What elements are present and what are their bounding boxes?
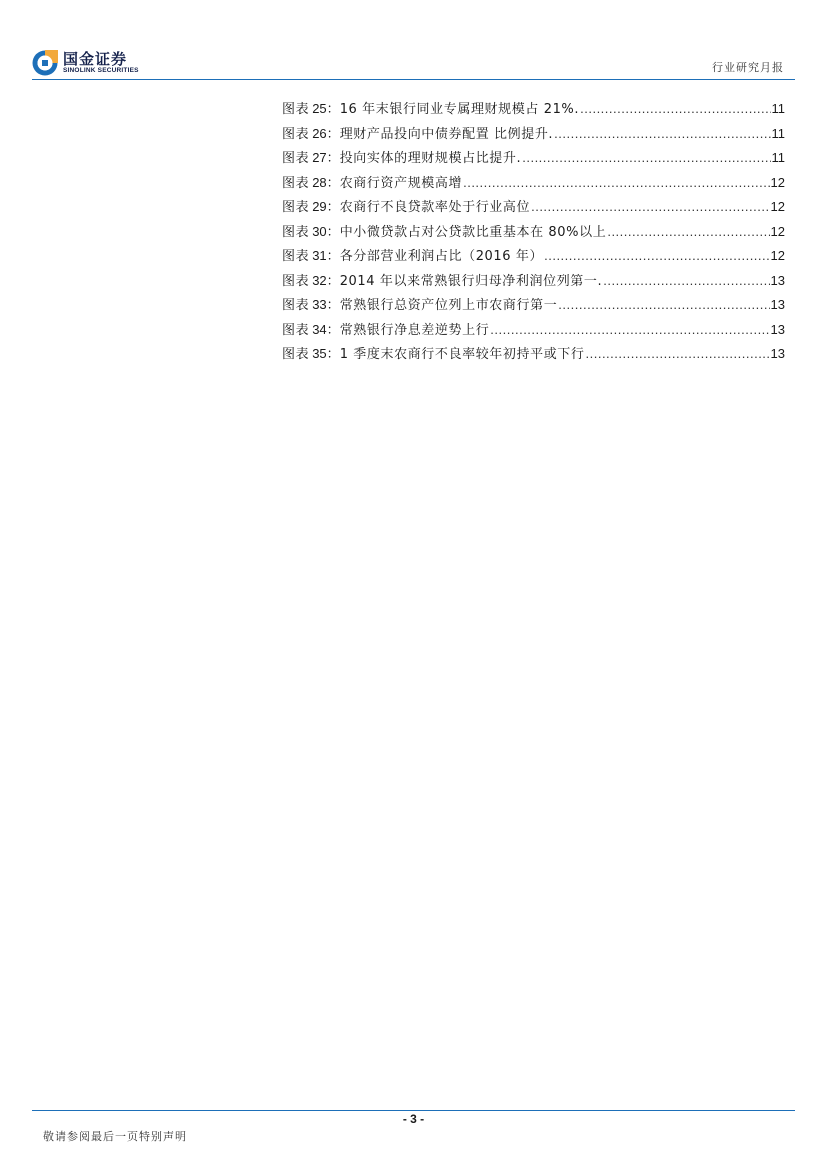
toc-entry-label xyxy=(282,100,579,118)
toc-entry[interactable] xyxy=(282,247,785,272)
toc-entry-prefix: 图表 xyxy=(282,102,310,117)
toc-entry-title: 农商行资产规模高增 xyxy=(339,175,463,191)
toc-entry-separator: ： xyxy=(326,200,340,215)
toc-entry[interactable] xyxy=(282,345,785,370)
toc-entry-number: 35 xyxy=(312,346,327,361)
toc-entry-prefix: 图表 xyxy=(282,322,310,338)
toc-dot-leader xyxy=(603,272,769,289)
logo-chinese-name: 国金证券 xyxy=(63,50,128,68)
toc-dot-leader xyxy=(531,198,769,215)
toc-page-number: 11 xyxy=(771,125,785,141)
toc-entry-separator: ： xyxy=(326,273,340,289)
toc-entry-prefix: 图表 xyxy=(282,126,310,142)
page-number: - 3 - xyxy=(402,1112,425,1126)
toc-entry-label xyxy=(282,174,462,192)
toc-entry-title: 农商行不良贷款率处于行业高位 xyxy=(339,200,531,215)
toc-page-number: 12 xyxy=(770,223,785,239)
toc-dot-leader xyxy=(544,247,769,264)
toc-entry[interactable] xyxy=(282,296,785,321)
toc-entry-label xyxy=(282,223,606,241)
toc-entry-number: 34 xyxy=(312,321,327,337)
toc-entry-separator: ： xyxy=(326,249,340,264)
toc-entry-number: 30 xyxy=(312,223,327,239)
toc-entry-title: 常熟银行总资产位列上市农商行第一 xyxy=(339,298,558,313)
toc-page-number: 12 xyxy=(770,199,785,214)
toc-page-number: 13 xyxy=(770,272,785,288)
logo-wordmark xyxy=(63,51,139,75)
toc-entry-prefix: 图表 xyxy=(282,273,310,289)
toc-dot-leader xyxy=(490,321,769,338)
toc-entry-separator: ： xyxy=(326,322,340,338)
toc-entry-label xyxy=(282,247,543,265)
toc-entry-prefix: 图表 xyxy=(282,175,310,191)
toc-entry[interactable] xyxy=(282,149,785,174)
toc-entry-separator: ： xyxy=(326,224,340,240)
company-logo xyxy=(32,47,139,79)
toc-entry-prefix: 图表 xyxy=(282,151,310,166)
toc-entry-prefix: 图表 xyxy=(282,200,310,215)
toc-entry-number: 27 xyxy=(312,150,327,165)
toc-page-number: 13 xyxy=(770,297,785,312)
toc-entry-separator: ： xyxy=(326,126,340,142)
toc-entry[interactable] xyxy=(282,100,785,125)
toc-entry-prefix: 图表 xyxy=(282,298,310,313)
report-type-label: 行业研究月报 xyxy=(712,61,784,74)
toc-dot-leader xyxy=(580,100,770,117)
toc-entry-number: 26 xyxy=(312,125,327,141)
toc-entry-label xyxy=(282,321,489,339)
toc-entry-title: 2014 年以来常熟银行归母净利润位列第一. xyxy=(339,273,603,289)
toc-entry-label xyxy=(282,149,521,167)
toc-entry-number: 33 xyxy=(312,297,327,312)
toc-entry[interactable] xyxy=(282,125,785,150)
toc-entry-separator: ： xyxy=(326,298,340,313)
toc-dot-leader xyxy=(522,149,770,166)
toc-entry-title: 投向实体的理财规模占比提升. xyxy=(339,151,522,166)
toc-entry-title: 中小微贷款占对公贷款比重基本在 80%以上 xyxy=(339,224,607,240)
toc-page-number: 11 xyxy=(771,150,785,165)
toc-dot-leader xyxy=(558,296,769,313)
toc-entry-title: 常熟银行净息差逆势上行 xyxy=(339,322,490,338)
toc-entry[interactable] xyxy=(282,223,785,248)
toc-entry-number: 31 xyxy=(312,248,327,263)
toc-page-number: 13 xyxy=(770,346,785,361)
toc-entry[interactable] xyxy=(282,321,785,346)
toc-entry[interactable] xyxy=(282,174,785,199)
toc-entry-number: 32 xyxy=(312,272,327,288)
toc-entry-separator: ： xyxy=(326,175,340,191)
toc-page-number: 12 xyxy=(770,174,785,190)
toc-entry-label xyxy=(282,272,602,290)
toc-entry-separator: ： xyxy=(326,347,340,362)
toc-entry-prefix: 图表 xyxy=(282,224,310,240)
toc-entry-separator: ： xyxy=(326,151,340,166)
toc-entry-prefix: 图表 xyxy=(282,347,310,362)
sinolink-logo-icon xyxy=(32,50,58,76)
toc-dot-leader xyxy=(463,174,769,191)
toc-page-number: 13 xyxy=(770,321,785,337)
toc-dot-leader xyxy=(554,125,770,142)
toc-dot-leader xyxy=(607,223,769,240)
toc-entry-number: 25 xyxy=(312,101,327,116)
header-divider xyxy=(32,79,795,80)
toc-entry-title: 1 季度末农商行不良率较年初持平或下行 xyxy=(339,347,585,362)
toc-entry-label xyxy=(282,198,530,216)
toc-entry-label xyxy=(282,125,553,143)
toc-entry-number: 29 xyxy=(312,199,327,214)
footer-divider xyxy=(32,1110,795,1111)
toc-entry-label xyxy=(282,345,585,363)
toc-entry-separator: ： xyxy=(326,102,340,117)
toc-page-number: 12 xyxy=(770,248,785,263)
toc-entry-label xyxy=(282,296,557,314)
figure-list xyxy=(282,100,785,370)
toc-dot-leader xyxy=(586,345,770,362)
toc-entry[interactable] xyxy=(282,198,785,223)
toc-page-number: 11 xyxy=(771,101,785,116)
toc-entry[interactable] xyxy=(282,272,785,297)
toc-entry-title: 理财产品投向中债券配置 比例提升. xyxy=(339,126,554,142)
toc-entry-title: 各分部营业利润占比（2016 年） xyxy=(339,249,544,264)
toc-entry-number: 28 xyxy=(312,174,327,190)
logo-english-name: SINOLINK SECURITIES xyxy=(63,67,139,74)
toc-entry-title: 16 年末银行同业专属理财规模占 21%. xyxy=(339,102,580,117)
footer-disclaimer: 敬请参阅最后一页特别声明 xyxy=(43,1130,187,1143)
toc-entry-prefix: 图表 xyxy=(282,249,310,264)
